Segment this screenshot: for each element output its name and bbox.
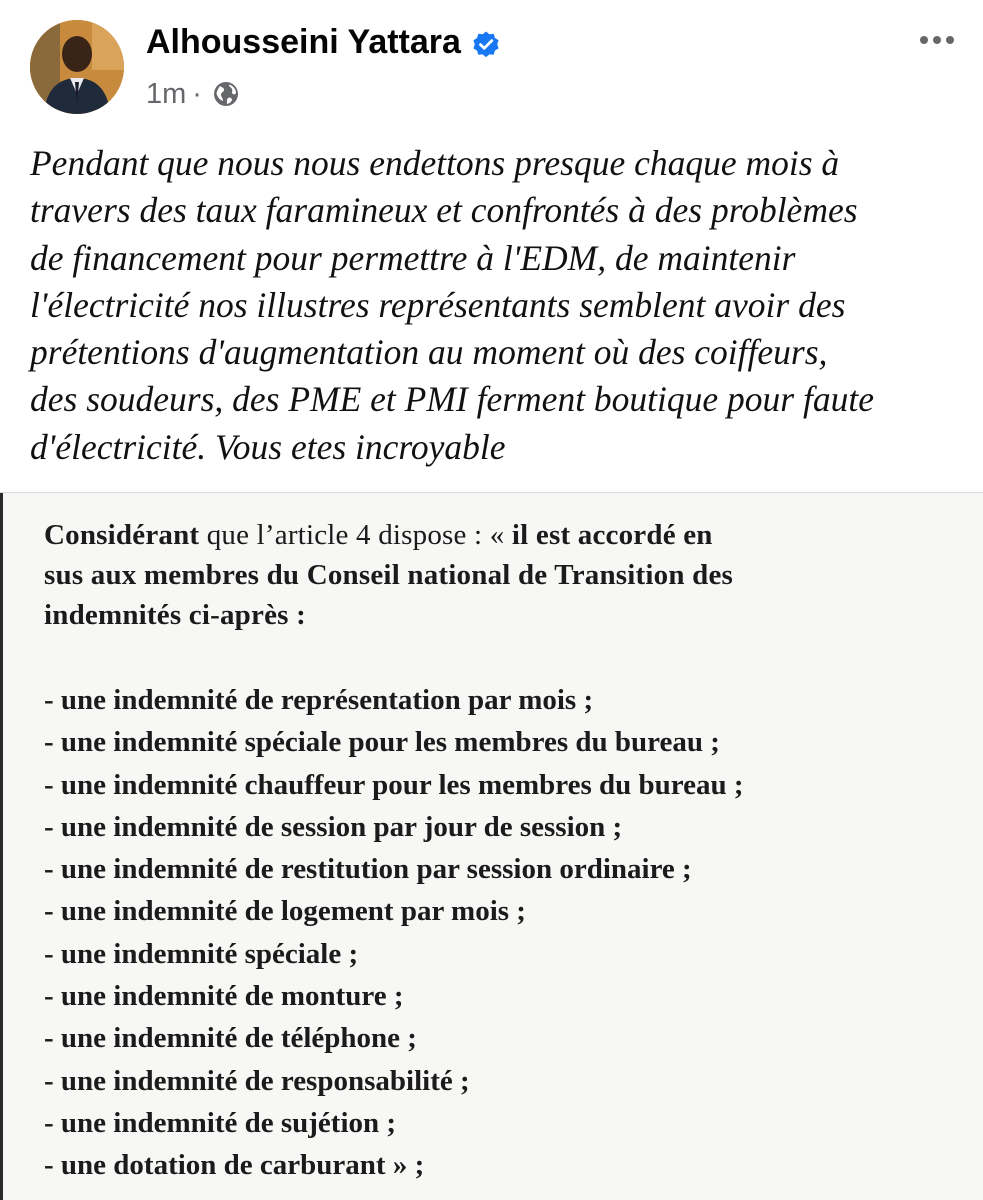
indemnity-list [44,679,744,1187]
author-name-text[interactable]: Alhousseini Yattara [146,23,461,61]
meta-separator: · [192,78,202,110]
list-item: - une indemnité spéciale ; [44,937,359,970]
heading-normal: que l’article 4 dispose : « [199,519,512,551]
caption-line: l'électricité nos illustres représentants semblent avoir des [30,284,846,325]
post-timestamp[interactable]: 1m [146,78,187,110]
post-meta [146,76,240,112]
verified-badge-icon [471,27,501,57]
author-name[interactable] [146,20,501,64]
list-item: - une indemnité de session par jour de session ; [44,810,623,843]
avatar[interactable] [30,20,124,114]
list-item: - une indemnité de monture ; [44,980,404,1013]
caption-line: des soudeurs, des PME et PMI ferment boutique pour faute [30,379,874,420]
more-options-icon [917,26,957,54]
heading-bold-end: il est accordé en [511,519,713,551]
globe-icon[interactable] [212,80,240,108]
caption-line: travers des taux faramineux et confrontés à des problèmes [30,190,858,231]
list-item: - une dotation de carburant » ; [44,1149,425,1182]
list-item: - une indemnité de téléphone ; [44,1022,417,1055]
heading-bold-start: Considérant [44,519,200,551]
document-heading-line [44,515,974,555]
list-item: - une indemnité chauffeur pour les membres du bureau ; [44,768,744,801]
caption-line: Pendant que nous nous endettons presque chaque mois à [30,143,840,183]
list-item: - une indemnité de restitution par session ordinaire ; [44,853,692,886]
list-item: - une indemnité de responsabilité ; [44,1064,470,1097]
caption-line: de financement pour permettre à l'EDM, de maintenir [30,237,796,278]
image-edge [0,493,3,1200]
caption-line: prétentions d'augmentation au moment où des coiffeurs, [30,332,828,373]
post-caption [30,140,965,471]
more-options-button[interactable] [917,26,957,54]
document-heading-line: indemnités ci-après : [44,599,306,631]
document-heading [44,515,974,635]
caption-line: d'électricité. Vous etes incroyable [30,426,506,467]
list-item: - une indemnité de logement par mois ; [44,895,526,928]
list-item: - une indemnité de sujétion ; [44,1106,397,1139]
list-item: - une indemnité de représentation par mois ; [44,684,594,716]
attached-document-image[interactable] [0,492,983,1200]
avatar-photo [30,20,124,114]
list-item: - une indemnité spéciale pour les membres du bureau ; [44,726,720,759]
document-heading-line: sus aux membres du Conseil national de Transition des [44,559,734,591]
document-text [44,515,974,1182]
